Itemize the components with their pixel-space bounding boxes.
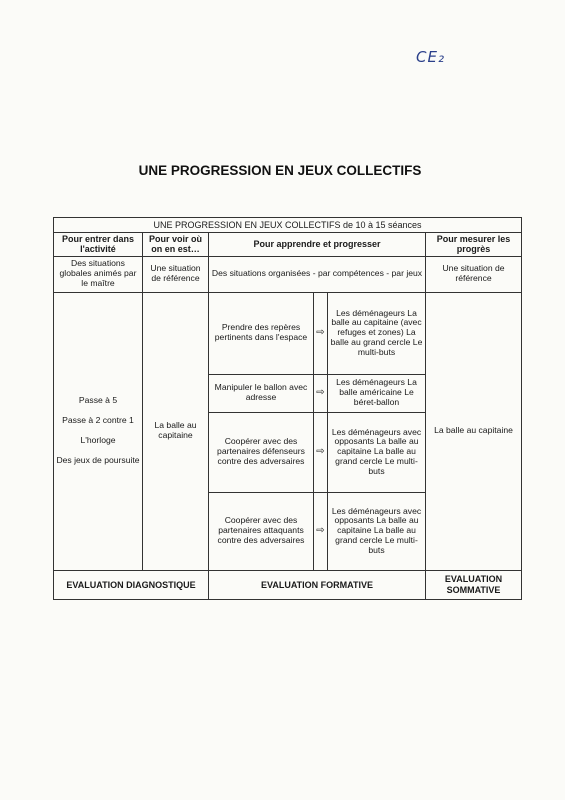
footer-sommative: EVALUATION SOMMATIVE: [426, 570, 522, 599]
reference-game: La balle au capitaine: [143, 292, 209, 570]
entry-game: Passe à 5: [78, 395, 118, 406]
arrow-icon: ⇨: [314, 374, 328, 412]
header-apprendre: Pour apprendre et progresser: [209, 233, 426, 257]
competence-label: Manipuler le ballon avec adresse: [209, 374, 314, 412]
header-mesurer: Pour mesurer les progrès: [426, 233, 522, 257]
footer-formative: EVALUATION FORMATIVE: [209, 570, 426, 599]
header-voir: Pour voir où on en est…: [143, 233, 209, 257]
arrow-icon: ⇨: [314, 412, 328, 492]
arrow-icon: ⇨: [314, 292, 328, 374]
entry-game: Des jeux de poursuite: [56, 455, 140, 466]
progression-table: [53, 217, 522, 600]
competence-label: Prendre des repères pertinents dans l'espace: [209, 292, 314, 374]
entry-game: L'horloge: [80, 435, 116, 446]
entry-games-cell: [54, 292, 143, 570]
header-entrer: Pour entrer dans l'activité: [54, 233, 143, 257]
competence-games: Les déménageurs avec opposants La balle au capitaine La balle au grand cercle Le multi-buts: [328, 492, 426, 570]
arrow-icon: ⇨: [314, 492, 328, 570]
sub-apprendre: Des situations organisées - par compétences - par jeux: [209, 256, 426, 292]
document-title: UNE PROGRESSION EN JEUX COLLECTIFS: [138, 163, 422, 178]
handwritten-annotation: CE₂: [416, 48, 445, 66]
sub-voir: Une situation de référence: [143, 256, 209, 292]
competence-label: Coopérer avec des partenaires défenseurs contre des adversaires: [209, 412, 314, 492]
competence-games: Les déménageurs La balle au capitaine (avec refuges et zones) La balle au grand cercle Le multi-buts: [328, 292, 426, 374]
table-banner: UNE PROGRESSION EN JEUX COLLECTIFS de 10 à 15 séances: [54, 218, 522, 233]
competence-label: Coopérer avec des partenaires attaquants contre des adversaires: [209, 492, 314, 570]
measure-game: La balle au capitaine: [426, 292, 522, 570]
sub-entrer: Des situations globales animés par le maître: [54, 256, 143, 292]
entry-game: Passe à 2 contre 1: [62, 415, 134, 426]
competence-games: Les déménageurs avec opposants La balle au capitaine La balle au grand cercle Le multi-buts: [328, 412, 426, 492]
sub-mesurer: Une situation de référence: [426, 256, 522, 292]
competence-games: Les déménageurs La balle américaine Le béret-ballon: [328, 374, 426, 412]
footer-diagnostic: EVALUATION DIAGNOSTIQUE: [54, 570, 209, 599]
